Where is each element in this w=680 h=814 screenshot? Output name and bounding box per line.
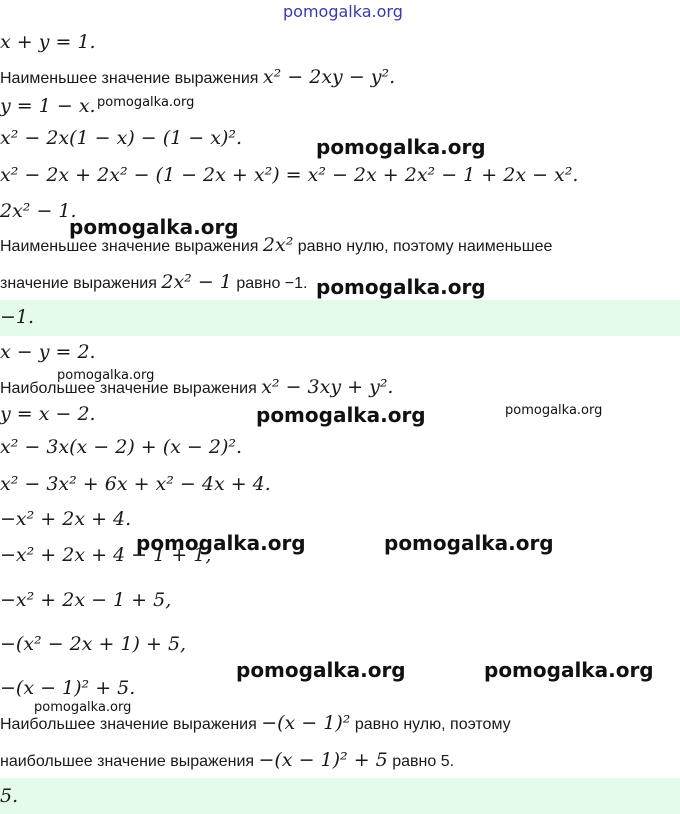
answer-1: −1. [0,306,35,328]
task-expression-1: x² − 2xy − y². [262,66,396,88]
step-2-2: x² − 3x² + 6x + x² − 4x + 4. [0,473,271,495]
step-2-6: −(x² − 2x + 1) + 5, [0,633,187,655]
step-2-1: x² − 3x(x − 2) + (x − 2)². [0,436,243,458]
reason-text-1b: равно нулю, поэтому наименьшее [297,238,553,255]
substitution-1: y = 1 − x. [0,95,96,117]
step-2-3: −x² + 2x + 4. [0,508,132,530]
step-1-1: x² − 2x(1 − x) − (1 − x)². [0,127,243,149]
reason-text-1d: равно −1. [236,275,308,292]
reason-expr-1a: 2x² [262,234,294,256]
reason-line-2b [0,749,454,771]
watermark: pomogalka.org [57,368,155,383]
reason-text-2a: Наибольшее значение выражения [0,716,257,733]
task-expression-2: x² − 3xy + y². [261,376,394,398]
step-1-3: 2x² − 1. [0,200,77,222]
answer-band-2 [0,778,680,814]
reason-text-2c: наибольшее значение выражения [0,753,255,770]
answer-band-1 [0,300,680,336]
reason-text-2d: равно 5. [392,753,455,770]
step-1-2: x² − 2x + 2x² − (1 − 2x + x²) = x² − 2x + 2x² − 1 + 2x − x². [0,164,579,186]
watermark: pomogalka.org [384,531,554,555]
step-2-7: −(x − 1)² + 5. [0,677,136,699]
reason-line-2a [0,712,511,734]
reason-expr-2c: −(x − 1)² + 5 [258,749,388,771]
answer-2: 5. [0,785,19,807]
watermark: pomogalka.org [316,135,486,159]
reason-text-2b: равно нулю, поэтому [354,716,511,733]
reason-text-1c: значение выражения [0,275,157,292]
watermark: pomogalka.org [136,531,306,555]
step-2-5: −x² + 2x − 1 + 5, [0,589,172,611]
watermark-top: pomogalka.org [283,2,403,21]
step-2-4: −x² + 2x + 4 − 1 + 1, [0,544,212,566]
reason-line-1b [0,271,308,293]
watermark: pomogalka.org [484,658,654,682]
task-text-2: Наибольшее значение выражения [0,380,257,397]
watermark: pomogalka.org [34,700,132,715]
watermark: pomogalka.org [316,275,486,299]
reason-expr-2a: −(x − 1)² [261,712,351,734]
reason-expr-1c: 2x² − 1 [161,271,232,293]
watermark: pomogalka.org [505,403,603,418]
given-equation-2: x − y = 2. [0,341,96,363]
watermark: pomogalka.org [97,95,195,110]
substitution-2: y = x − 2. [0,403,96,425]
watermark: pomogalka.org [256,403,426,427]
reason-text-1a: Наименьшее значение выражения [0,238,259,255]
task-text-1: Наименьшее значение выражения [0,70,259,87]
watermark: pomogalka.org [236,658,406,682]
watermark: pomogalka.org [69,215,239,239]
task-line-1 [0,66,395,88]
given-equation-1: x + y = 1. [0,31,96,53]
